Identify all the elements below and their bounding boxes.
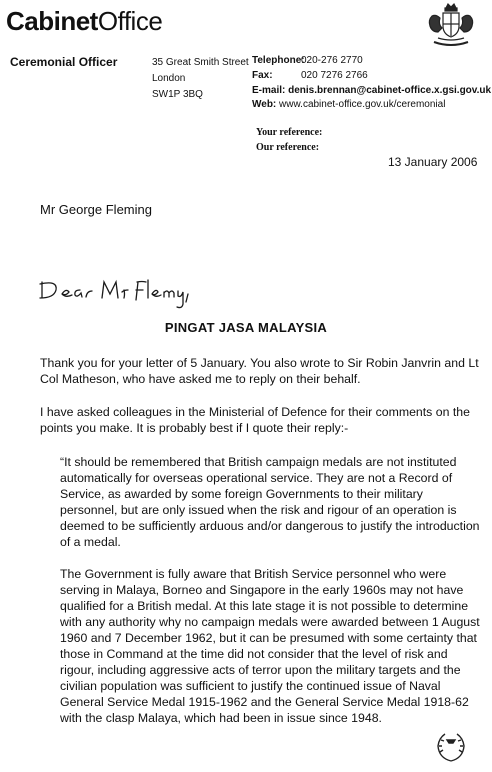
telephone-label: Telephone: — [252, 55, 305, 66]
sender-title: Ceremonial Officer — [10, 55, 118, 69]
letter-subject: PINGAT JASA MALAYSIA — [164, 320, 328, 335]
royal-coat-of-arms-icon — [424, 2, 478, 52]
fax-number: 020 7276 2766 — [301, 70, 368, 81]
sender-address — [152, 55, 249, 103]
telephone-number: 020-276 2770 — [301, 55, 363, 66]
fax-label: Fax: — [252, 70, 273, 81]
brand-bold: Cabinet — [6, 6, 98, 36]
web-label: Web: — [252, 99, 277, 110]
letter-date: 13 January 2006 — [388, 155, 478, 169]
cabinet-office-logo — [6, 6, 162, 37]
email-label: E-mail: — [252, 85, 286, 96]
quoted-paragraph: “It should be remembered that British campaign medals are not instituted automatically for overseas operational service. They are not a Record of Service, as awarded by some foreign Governments to their military personnel, but are only issued when the risk and rigour of an operation is deemed to be sufficiently arduous and/or dangerous to justify the introduction of a medal. — [60, 455, 480, 549]
our-reference-label: Our reference: — [256, 142, 320, 153]
web-line — [252, 99, 445, 110]
quoted-paragraph: The Government is fully aware that British Service personnel who were serving in Malaya, Borneo and Singapore in the early 1960s may not have qualified for a British medal. At this late stage it is not possible to determine with any authority why no campaign medals were awarded between 1 August 1960 and 7 December 1962, but it can be presumed with some certainty that those in Command at the time did not consider that the level of risk and rigour, including aggressive acts of terror upon the military targets and the civilian population was sufficient to justify the continued issue of Naval General Service Medal 1915-1962 and the General Service Medal 1918-62 with the clasp Malaya, which had been in issue since 1948. — [60, 567, 480, 725]
laurel-wreath-emblem-icon — [434, 730, 468, 764]
brand-light: Office — [97, 6, 163, 36]
telephone-line — [252, 55, 363, 66]
email-address: denis.brennan@cabinet-office.x.gsi.gov.uk — [288, 85, 492, 96]
email-line — [252, 85, 491, 96]
address-line: London — [152, 73, 186, 84]
address-line: SW1P 3BQ — [152, 89, 203, 100]
recipient-name: Mr George Fleming — [40, 202, 152, 217]
fax-line — [252, 70, 368, 81]
body-paragraph: Thank you for your letter of 5 January. You also wrote to Sir Robin Janvrin and Lt Col Matheson, who have asked me to reply on their behalf. — [40, 356, 479, 386]
address-line: 35 Great Smith Street — [152, 57, 249, 68]
body-paragraph: I have asked colleagues in the Ministerial of Defence for their comments on the points you make. It is probably best if I quote their reply:- — [40, 405, 470, 435]
web-address: www.cabinet-office.gov.uk/ceremonial — [279, 99, 446, 110]
handwritten-salutation — [36, 276, 196, 316]
your-reference-label: Your reference: — [256, 127, 323, 138]
